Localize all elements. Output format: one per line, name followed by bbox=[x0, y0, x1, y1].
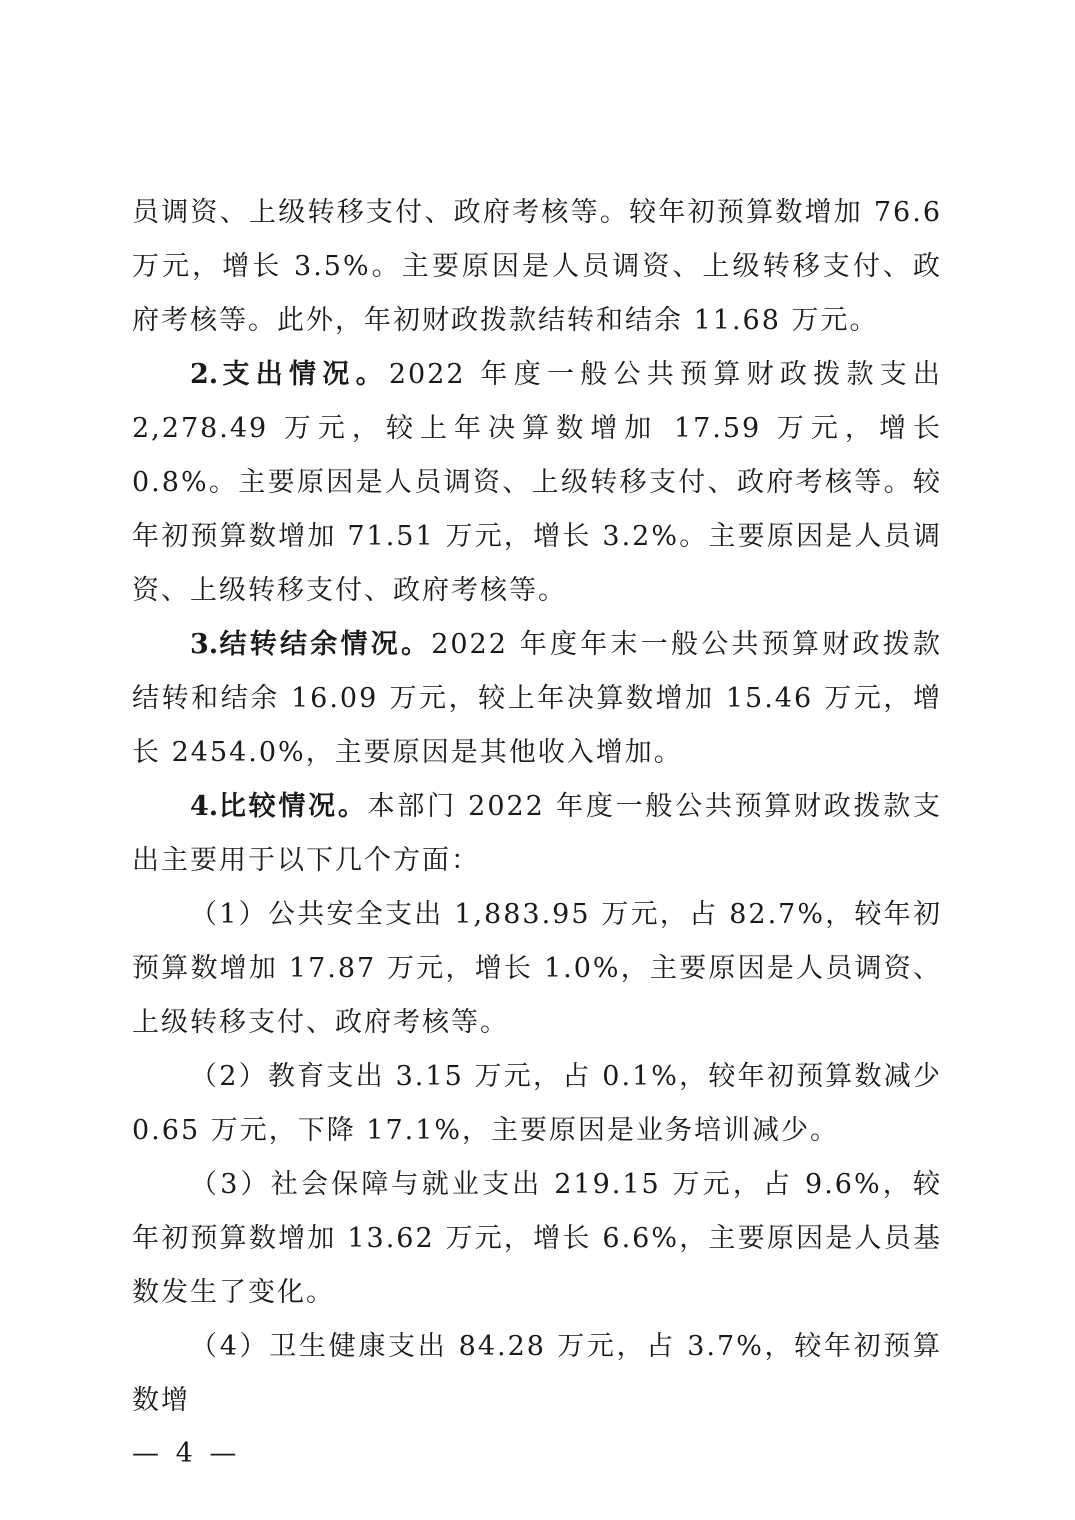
paragraph-text: （2）教育支出 3.15 万元，占 0.1%，较年初预算数减少 0.65 万元，下降 17.1%，主要原因是业务培训减少。 bbox=[132, 1061, 942, 1146]
paragraph-text: （3）社会保障与就业支出 219.15 万元，占 9.6%，较年初预算数增加 13.62 万元，增长 6.6%，主要原因是人员基数发生了变化。 bbox=[132, 1169, 942, 1308]
paragraph-text: 本部门 2022 年度一般公共预算财政拨款支出主要用于以下几个方面： bbox=[132, 791, 942, 876]
paragraph-0 bbox=[132, 186, 942, 348]
section-number: 2. bbox=[190, 359, 219, 390]
paragraph-item-4 bbox=[132, 1320, 942, 1428]
paragraph-text: 2022 年度年末一般公共预算财政拨款结转和结余 16.09 万元，较上年决算数增加 15.46 万元，增长 2454.0%，主要原因是其他收入增加。 bbox=[132, 629, 943, 768]
paragraph-text: （4）卫生健康支出 84.28 万元，占 3.7%，较年初预算数增 bbox=[132, 1331, 942, 1416]
paragraph-carryover bbox=[132, 618, 942, 780]
section-heading: 比较情况。 bbox=[218, 791, 368, 822]
section-number: 3. bbox=[190, 629, 219, 660]
section-heading: 结转结余情况。 bbox=[218, 629, 432, 660]
paragraph-item-3 bbox=[132, 1158, 942, 1320]
paragraph-text: 2022 年度一般公共预算财政拨款支出 2,278.49 万元，较上年决算数增加 17.59 万元，增长 0.8%。主要原因是人员调资、上级转移支付、政府考核等。较年初预算数增加 71.51 万元，增长 3.2%。主要原因是人员调资、上级转移支付、政府考核等。 bbox=[132, 359, 942, 606]
document-body bbox=[132, 186, 942, 1428]
paragraph-item-2 bbox=[132, 1050, 942, 1158]
paragraph-expenditure bbox=[132, 348, 942, 618]
paragraph-text: 员调资、上级转移支付、政府考核等。较年初预算数增加 76.6 万元，增长 3.5%。主要原因是人员调资、上级转移支付、政府考核等。此外，年初财政拨款结转和结余 11.68 万元。 bbox=[132, 197, 942, 336]
section-number: 4. bbox=[190, 791, 219, 822]
paragraph-comparison bbox=[132, 780, 942, 888]
paragraph-item-1 bbox=[132, 888, 942, 1050]
page-number: — 4 — bbox=[132, 1438, 241, 1469]
paragraph-text: （1）公共安全支出 1,883.95 万元，占 82.7%，较年初预算数增加 17.87 万元，增长 1.0%，主要原因是人员调资、上级转移支付、政府考核等。 bbox=[132, 899, 942, 1038]
section-heading: 支出情况。 bbox=[218, 359, 389, 390]
